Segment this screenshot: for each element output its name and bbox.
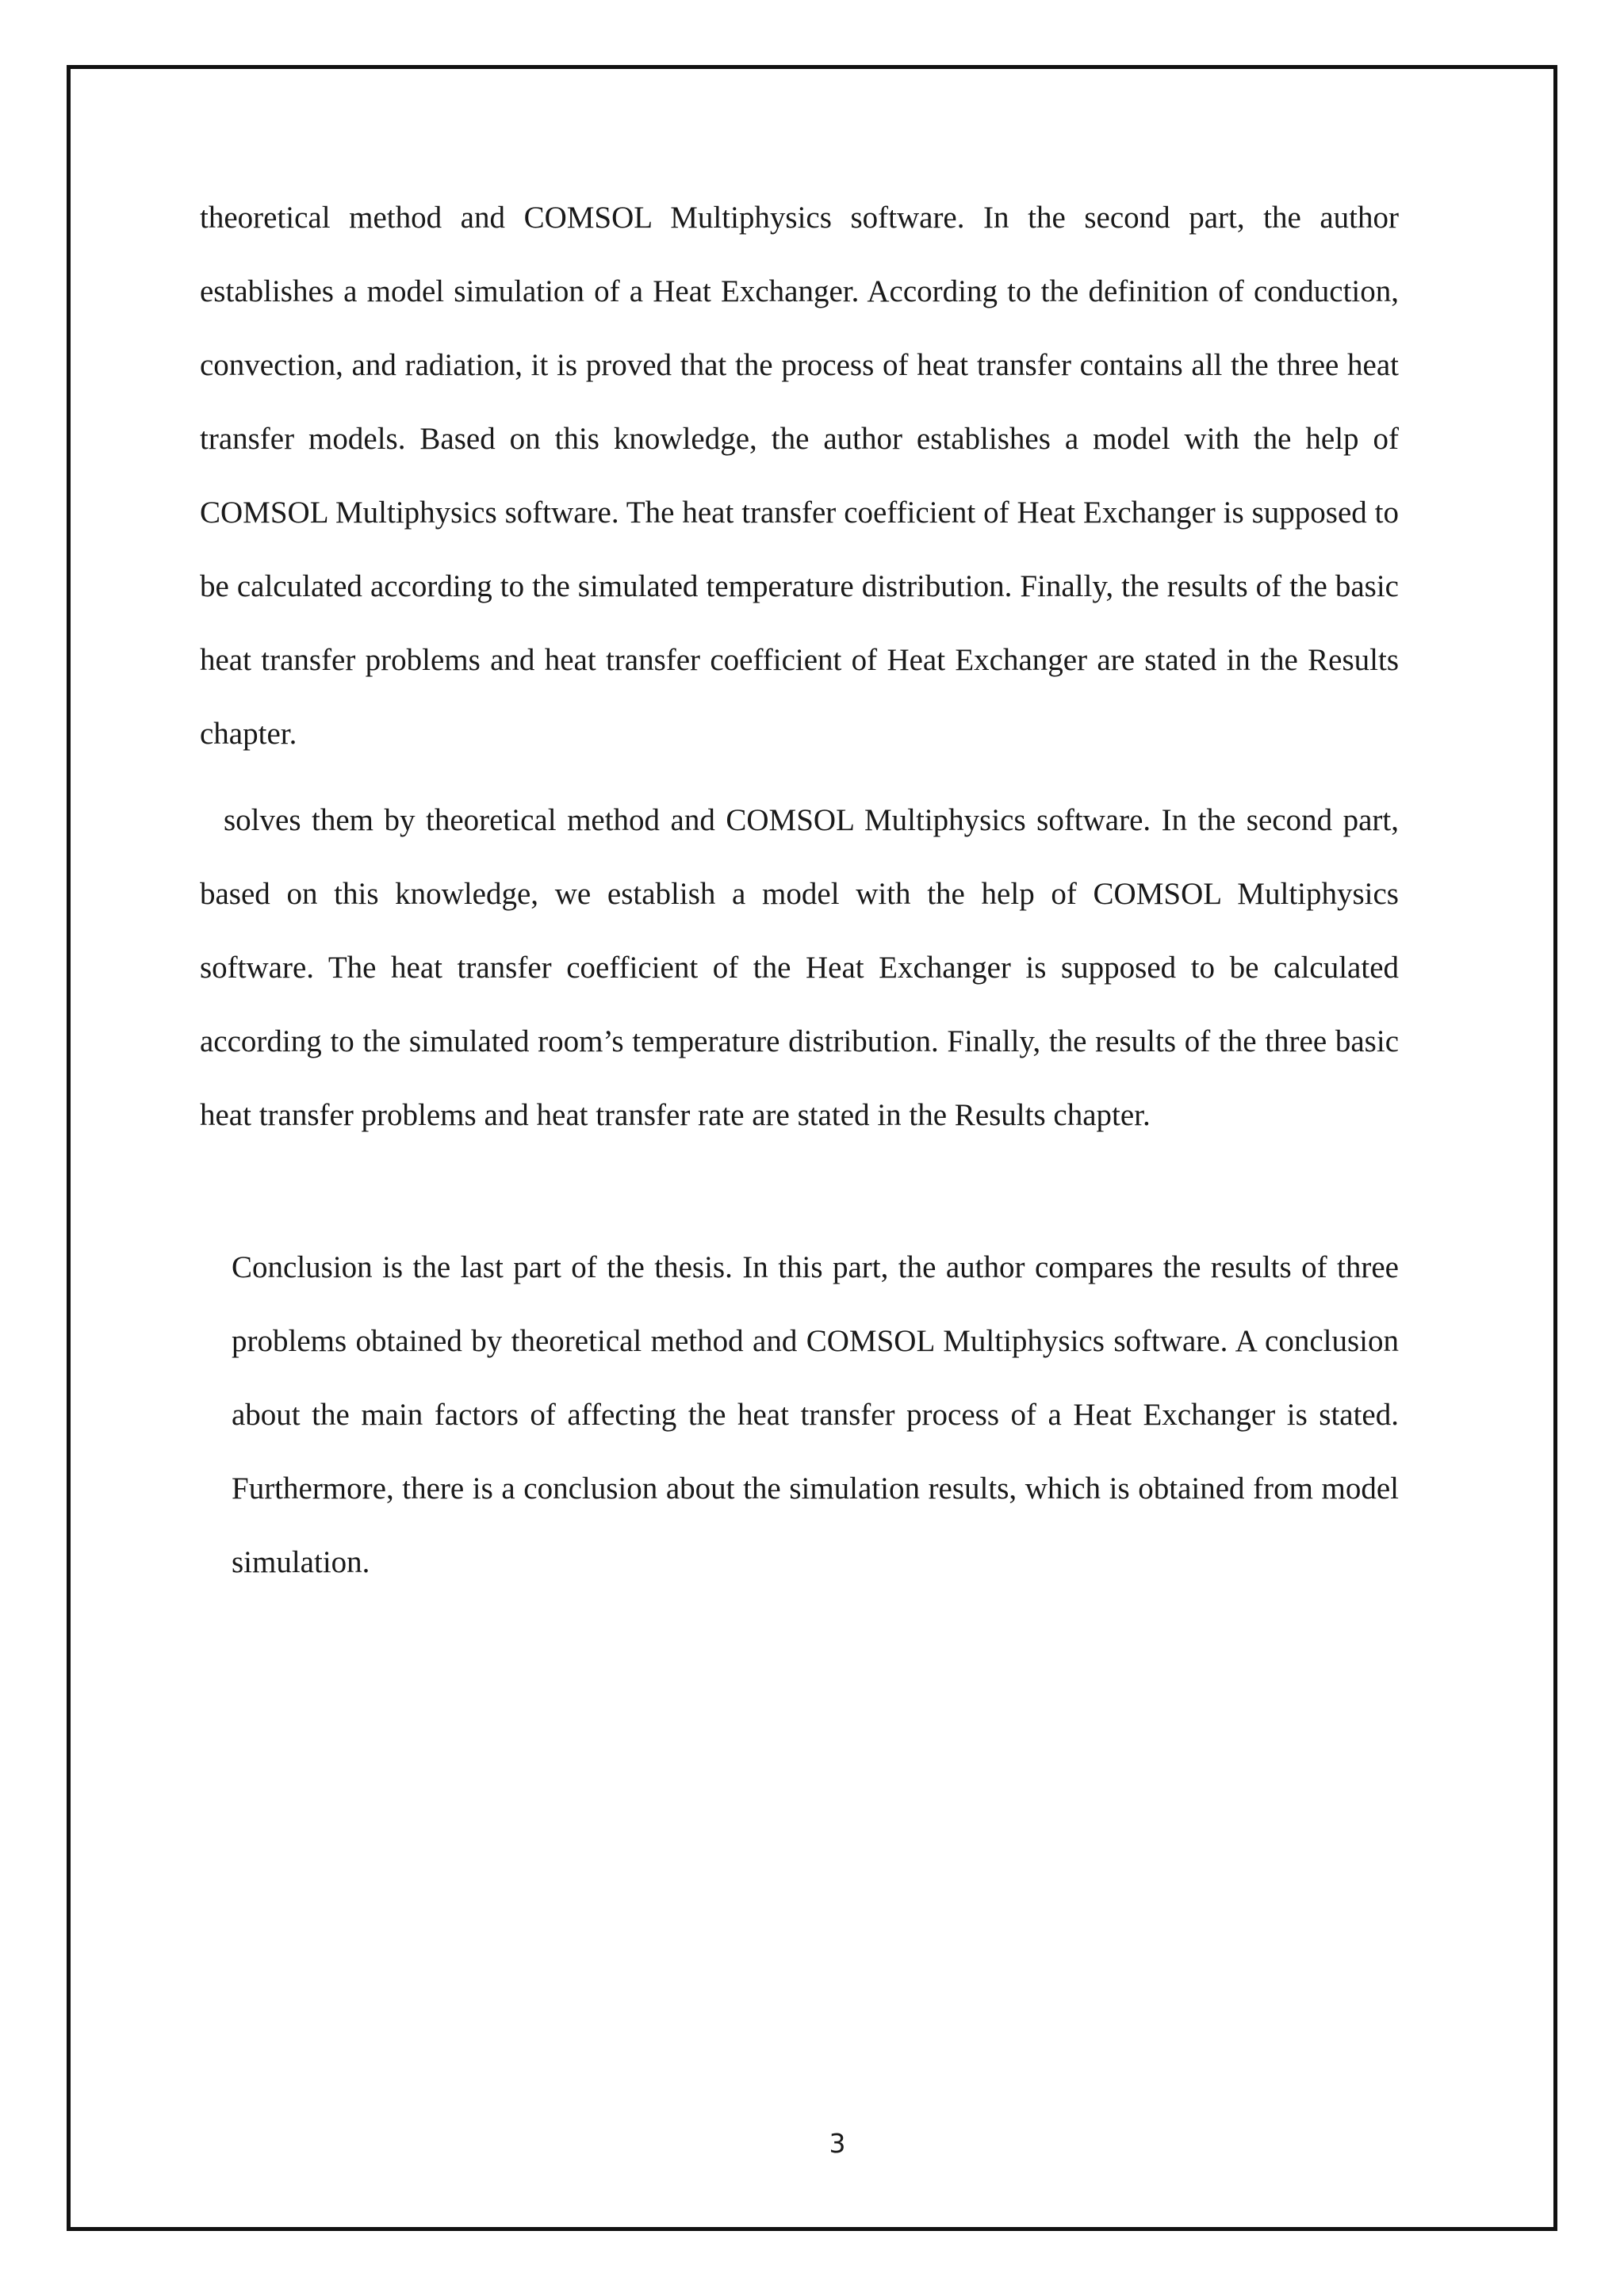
page-number: 3 <box>829 2128 846 2159</box>
paragraph-2: solves them by theoretical method and COMSOL Multiphysics software. In the second part, based on this knowledge, we establish a model with the help of COMSOL Multiphysics software. The heat transfer coefficient of the Heat Exchanger is supposed to be calculated according to the simulated room’s temperature distribution. Finally, the results of the three basic heat transfer problems and heat transfer rate are stated in the Results chapter. <box>200 803 1399 1132</box>
paragraph-1: theoretical method and COMSOL Multiphysics software. In the second part, the author establishes a model simulation of a Heat Exchanger. According to the definition of conduction, convection, and radiation, it is proved that the process of heat transfer contains all the three heat transfer models. Based on this knowledge, the author establishes a model with the help of COMSOL Multiphysics software. The heat transfer coefficient of Heat Exchanger is supposed to be calculated according to the simulated temperature distribution. Finally, the results of the basic heat transfer problems and heat transfer coefficient of Heat Exchanger are stated in the Results chapter. <box>200 201 1399 751</box>
paragraph-3: Conclusion is the last part of the thesis. In this part, the author compares the results of three problems obtained by theoretical method and COMSOL Multiphysics software. A conclusion about the main factors of affecting the heat transfer process of a Heat Exchanger is stated. Furthermore, there is a conclusion about the simulation results, which is obtained from model simulation. <box>232 1250 1399 1579</box>
